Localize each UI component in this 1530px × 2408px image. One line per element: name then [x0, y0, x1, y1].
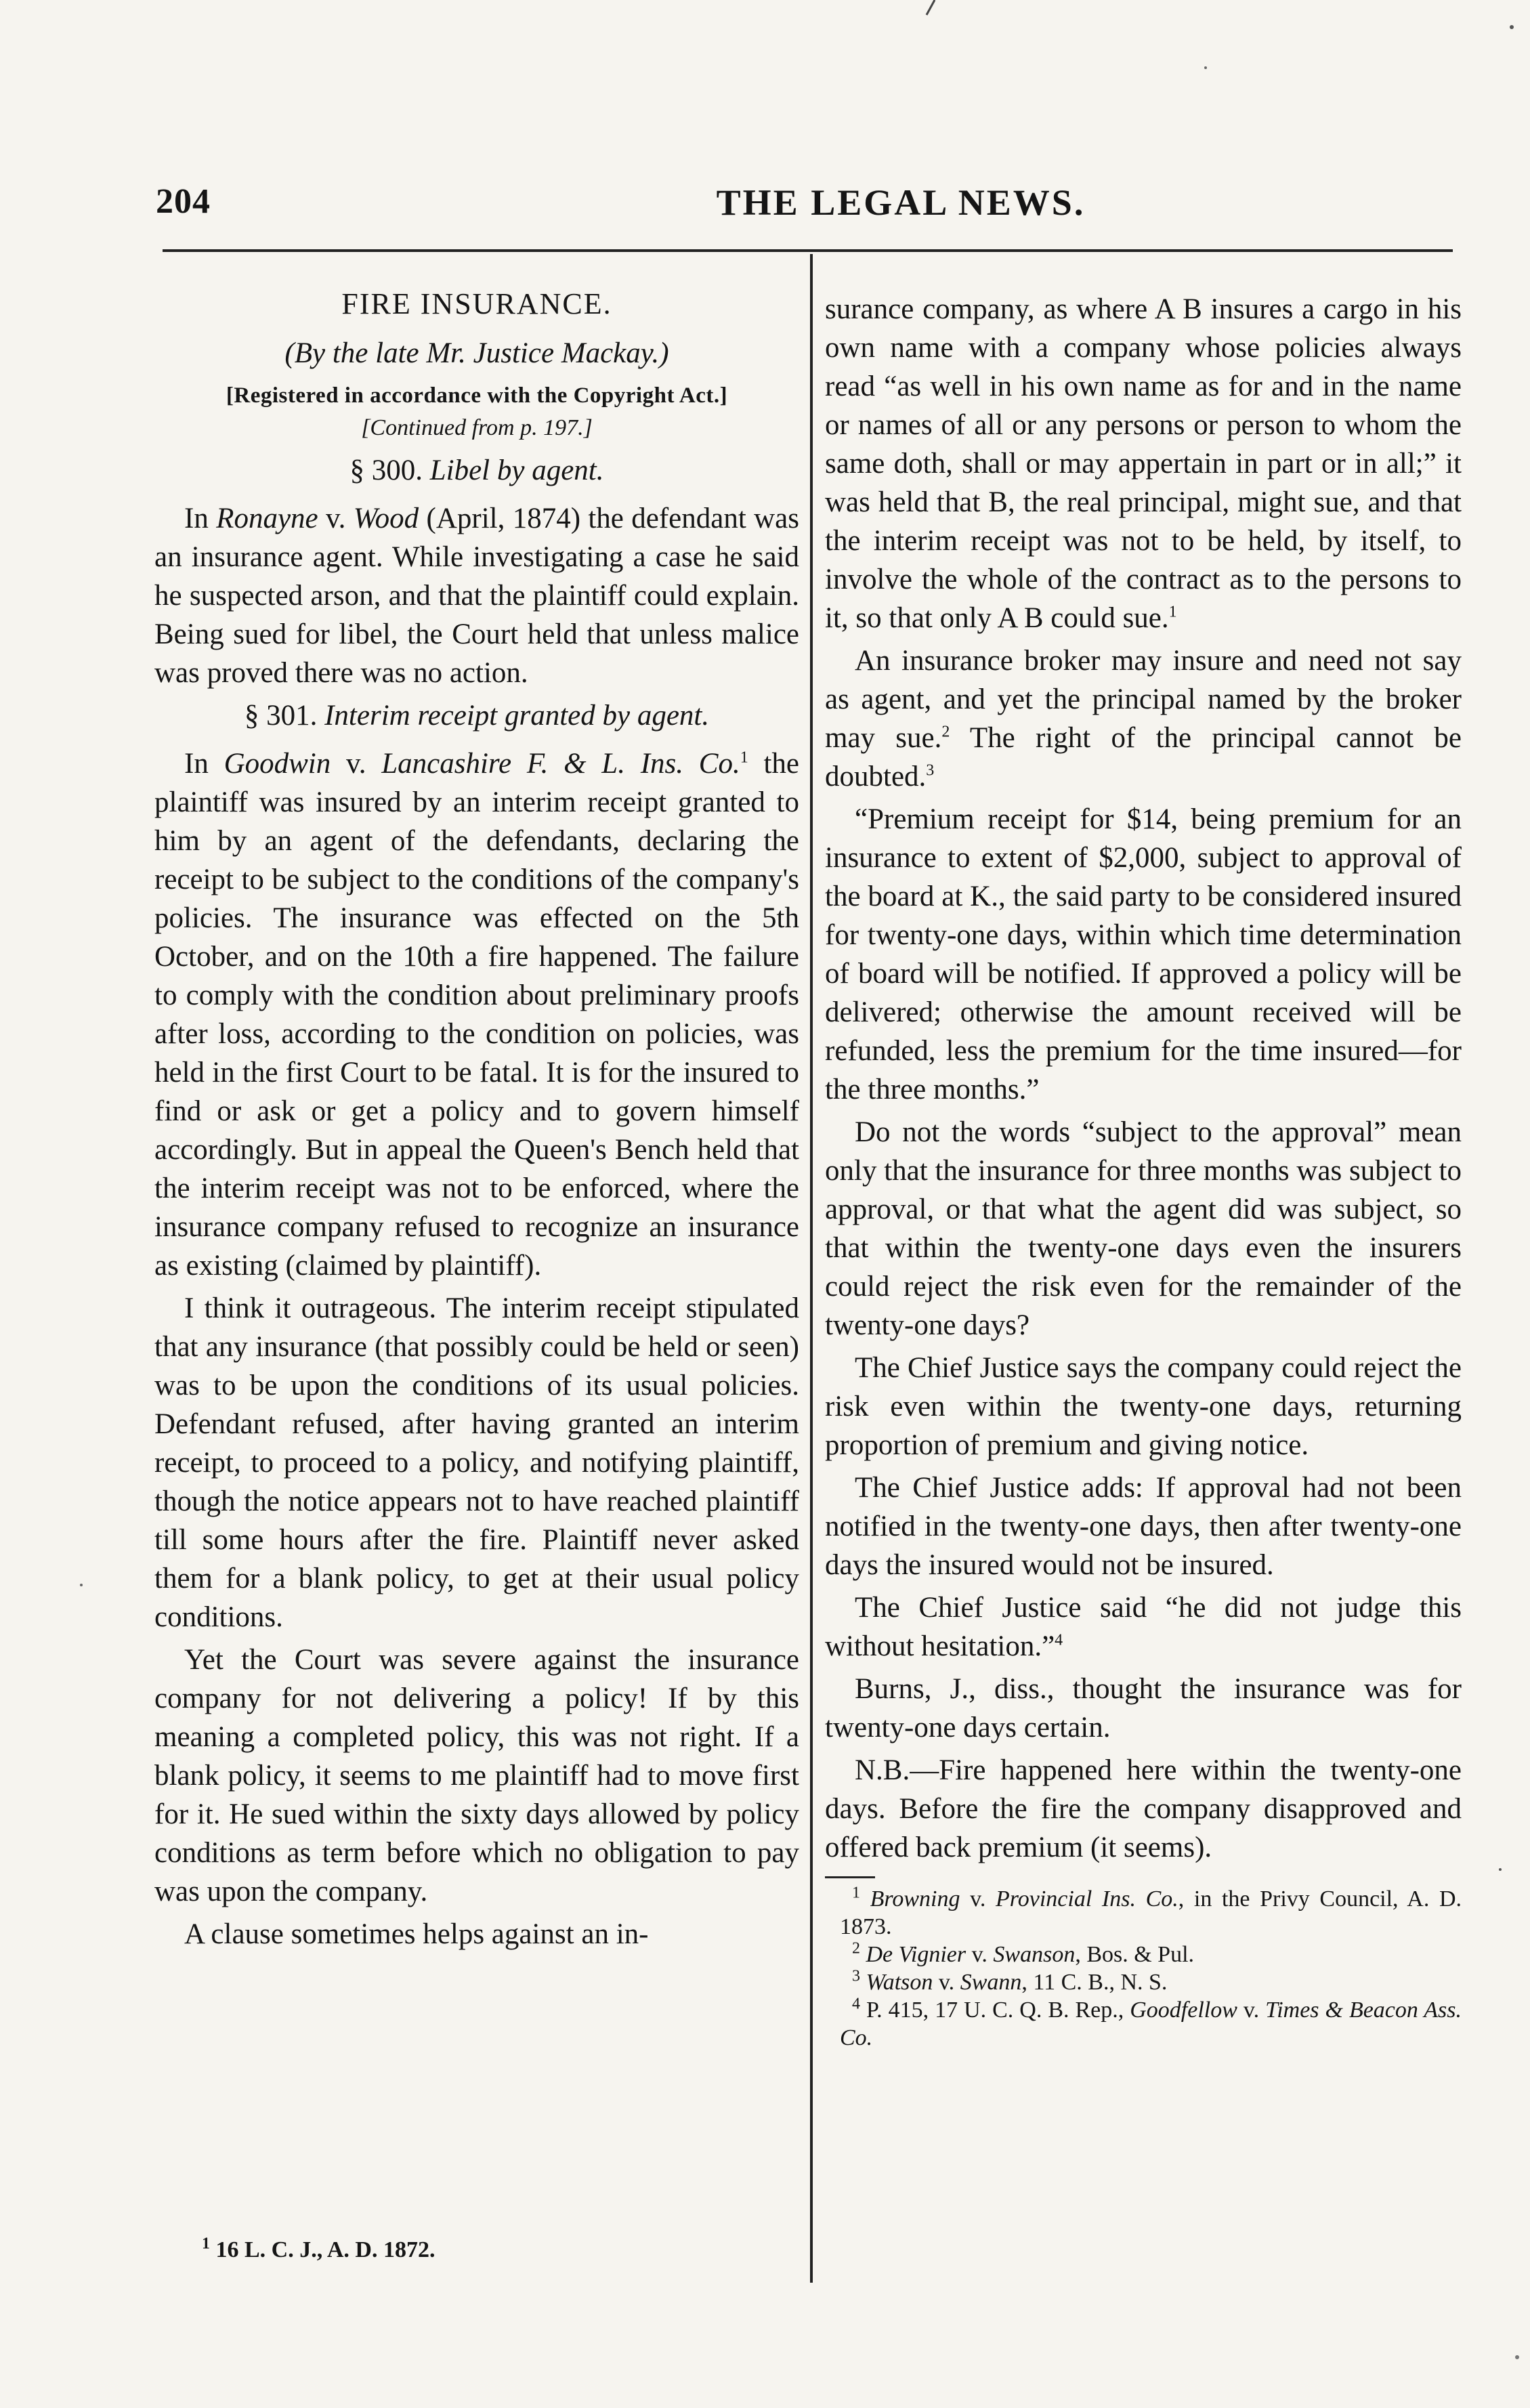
case-name: Ronayne — [216, 503, 318, 534]
footnote-mark: 4 — [852, 1995, 860, 2013]
text: v. — [331, 748, 382, 780]
copyright-notice: [Registered in accordance with the Copyright Act.] — [226, 383, 728, 408]
text: In — [184, 503, 217, 534]
paragraph: “Premium receipt for $14, being premium for an insurance to extent of $2,000, subject to approval of the board at K., the said party to be considered insured for twenty-one days, within which time determination of board will be notified. If approved a policy will be delivered; otherwise the amount received will be refunded, less the premium for the time insured—for the three months.” — [825, 803, 1462, 1105]
paragraph: The Chief Justice says the company could reject the risk even within the twenty-one days, returning proportion of premium and giving notice. — [825, 1352, 1462, 1461]
footnote-mark: 2 — [941, 723, 950, 741]
paragraph: Burns, J., diss., thought the insurance was for twenty-one days certain. — [825, 1673, 1462, 1744]
footnote-mark: 1 — [1168, 603, 1177, 621]
footnote-mark: 2 — [852, 1939, 860, 1958]
case-name: Goodfellow — [1130, 1998, 1237, 2023]
text: , 11 C. B., N. S. — [1021, 1970, 1168, 1995]
paragraph: I think it outrageous. The interim receipt stipulated that any insurance (that possibly could be held or seen) was to be upon the conditions of its usual policies. Defendant refused, after having granted an interim receipt, to proceed to a policy, and notifying plaintiff, though the notice appears not to have reached plaintiff till some hours after the fire. Plaintiff never asked them for a blank policy, to get at their usual policy conditions. — [154, 1292, 799, 1633]
paragraph: Yet the Court was severe against the insurance company for not delivering a policy! If by this meaning a completed policy, this was not right. If a blank policy, it seems to me plaintiff had to move first for it. He sued within the sixty days allowed by policy conditions as term before which no obligation to pay was upon the company. — [154, 1644, 799, 1907]
running-title: THE LEGAL NEWS. — [716, 182, 1086, 223]
text: v. — [960, 1886, 996, 1911]
text: surance company, as where A B insures a cargo in his own name with a company whose policies always read “as well in his own name as for and in the name or names of all or any persons or person to whom the same doth, shall or may appertain in part or in all;” it was held that B, the real principal, might sue, and that the interim receipt was not to be held, by itself, to involve the whole of the contract as to the persons to it, so that only A B could sue. — [825, 293, 1462, 634]
paragraph: A clause sometimes helps against an in- — [184, 1918, 649, 1950]
page-number: 204 — [156, 182, 211, 221]
case-name: Times & Beacon Ass. Co. — [840, 1998, 1462, 2050]
section-number: § 301. — [244, 700, 318, 732]
article-title: FIRE INSURANCE. — [341, 287, 612, 320]
text: the plaintiff was insured by an interim receipt granted to him by an agent of the defendants, declaring the receipt to be subject to the conditions of the company's policies. The insurance was effected on the 5th October, and on the 10th a fire happened. The failure to comply with the condition about preliminary proofs after loss, according to the condition on policies, was held in the first Court to be fatal. It is for the insured to find or ask or get a policy and to govern himself accordingly. But in appeal the Queen's Bench held that the interim receipt was not to be enforced, where the insurance company refused to recognize an insurance as existing (claimed by plaintiff). — [154, 748, 799, 1282]
case-name: Lancashire F. & L. Ins. Co. — [381, 748, 740, 780]
text: v. — [933, 1970, 960, 1995]
text: The right of the principal cannot be doubted. — [825, 722, 1462, 793]
byline: (By the late Mr. Justice Mackay.) — [284, 337, 669, 369]
speck — [1510, 25, 1514, 29]
section-number: § 300. — [349, 455, 423, 486]
text: v. — [966, 1942, 994, 1967]
paragraph: The Chief Justice adds: If approval had not been notified in the twenty-one days, then after twenty-one days the insured would not be insured. — [825, 1472, 1462, 1581]
continued-note: [Continued from p. 197.] — [361, 415, 593, 440]
footnote-mark: 3 — [926, 761, 935, 780]
footnote-mark: 4 — [1055, 1631, 1063, 1649]
case-name: Swann — [960, 1970, 1022, 1995]
speck — [927, 0, 935, 15]
speck — [1499, 1868, 1502, 1871]
text: v. — [318, 503, 354, 534]
text: The Chief Justice said “he did not judge this without hesitation.” — [825, 1592, 1462, 1662]
case-name: Provincial Ins. Co. — [996, 1886, 1178, 1911]
text: v. — [1237, 1998, 1266, 2023]
footnote-text: 16 L. C. J., A. D. 1872. — [215, 2237, 435, 2262]
text: , Bos. & Pul. — [1075, 1942, 1195, 1967]
case-name: De Vignier — [866, 1942, 966, 1967]
speck — [1204, 66, 1207, 69]
text: , in the Privy Council, A. D. 1873. — [840, 1886, 1462, 1939]
footnote-mark: 1 — [852, 1884, 860, 1902]
paragraph: N.B.—Fire happened here within the twenty-one days. Before the fire the company disapproved and offered back premium (it seems). — [825, 1754, 1462, 1863]
paragraph: Do not the words “subject to the approval” mean only that the insurance for three months was subject to approval, or that what the agent did was subject, so that within the twenty-one days even the insurers could reject the risk even for the remainder of the twenty-one days? — [825, 1116, 1462, 1341]
case-name: Browning — [870, 1886, 960, 1911]
case-name: Watson — [866, 1970, 933, 1995]
case-name: Wood — [353, 503, 419, 534]
text: In — [184, 748, 224, 780]
text: P. 415, 17 U. C. Q. B. Rep., — [866, 1998, 1130, 2023]
footnote-mark: 3 — [852, 1967, 860, 1985]
footnote-mark: 1 — [740, 748, 748, 767]
speck — [1515, 2355, 1519, 2359]
case-name: Goodwin — [224, 748, 331, 780]
text: An insurance broker may insure and need not say as agent, and yet the principal named by the broker may sue. — [825, 645, 1462, 754]
section-title: Libel by agent. — [429, 455, 604, 486]
footnote-mark: 1 — [202, 2235, 210, 2253]
case-name: Swanson — [993, 1942, 1076, 1967]
text: (April, 1874) the defendant was an insurance agent. While investigating a case he said he suspected arson, and that the plaintiff could explain. Being sued for libel, the Court held that unless malice was proved there was no action. — [154, 503, 799, 689]
speck — [80, 1584, 83, 1586]
section-title: Interim receipt granted by agent. — [324, 700, 710, 732]
